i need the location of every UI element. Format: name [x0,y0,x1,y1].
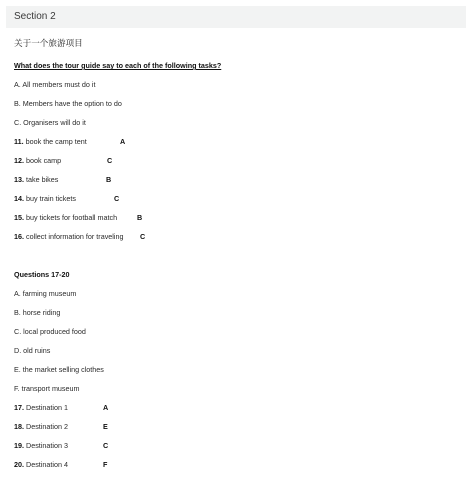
question-number: 19. [14,441,24,450]
part2-option-c: C. local produced food [14,327,86,336]
page-title: 关于一个旅游项目 [14,38,83,48]
question-number: 18. [14,422,24,431]
question-number: 16. [14,232,24,241]
section-label: Section 2 [14,11,56,22]
question-text: Destination 4 [26,460,68,469]
question-text: buy tickets for football match [26,213,118,222]
part2-option-d: D. old ruins [14,346,51,355]
question-item-12 [14,156,113,166]
question-number: 20. [14,460,24,469]
part2-option-a: A. farming museum [14,289,77,298]
question-text: collect information for traveling [26,232,124,241]
question-item-19 [14,441,109,451]
answer-letter: C [114,194,120,203]
question-number: 12. [14,156,24,165]
part1-option-a: A. All members must do it [14,80,96,89]
question-text: take bikes [26,175,59,184]
question-text: Destination 1 [26,403,68,412]
answer-letter: C [140,232,146,241]
question-item-16 [14,232,146,242]
part2-option-b: B. horse riding [14,308,61,317]
part2-option-f: F. transport museum [14,384,80,393]
question-item-15 [14,213,143,223]
question-number: 15. [14,213,24,222]
question-number: 13. [14,175,24,184]
question-item-13 [14,175,112,185]
answer-letter: B [106,175,112,184]
part1-option-c: C. Organisers will do it [14,118,86,127]
question-text: book the camp tent [25,137,87,146]
question-item-11 [14,137,126,147]
question-text: Destination 3 [26,441,68,450]
question-item-18 [14,422,108,432]
question-item-20 [14,460,108,470]
question-number: 11. [14,137,24,146]
part2-option-e: E. the market selling clothes [14,365,104,374]
answer-letter: F [103,460,108,469]
question-text: book camp [26,156,62,165]
answer-letter: A [120,137,126,146]
answer-letter: C [103,441,109,450]
part1-question: What does the tour guide say to each of the following tasks? [14,61,222,70]
question-number: 17. [14,403,24,412]
part2-heading: Questions 17-20 [14,270,70,279]
section-header-bar [6,6,466,28]
question-item-17 [14,403,109,413]
question-text: buy train tickets [26,194,76,203]
answer-letter: A [103,403,109,412]
question-number: 14. [14,194,24,203]
answer-letter: E [103,422,108,431]
part1-option-b: B. Members have the option to do [14,99,122,108]
answer-letter: C [107,156,113,165]
question-item-14 [14,194,120,204]
question-text: Destination 2 [26,422,68,431]
answer-letter: B [137,213,143,222]
